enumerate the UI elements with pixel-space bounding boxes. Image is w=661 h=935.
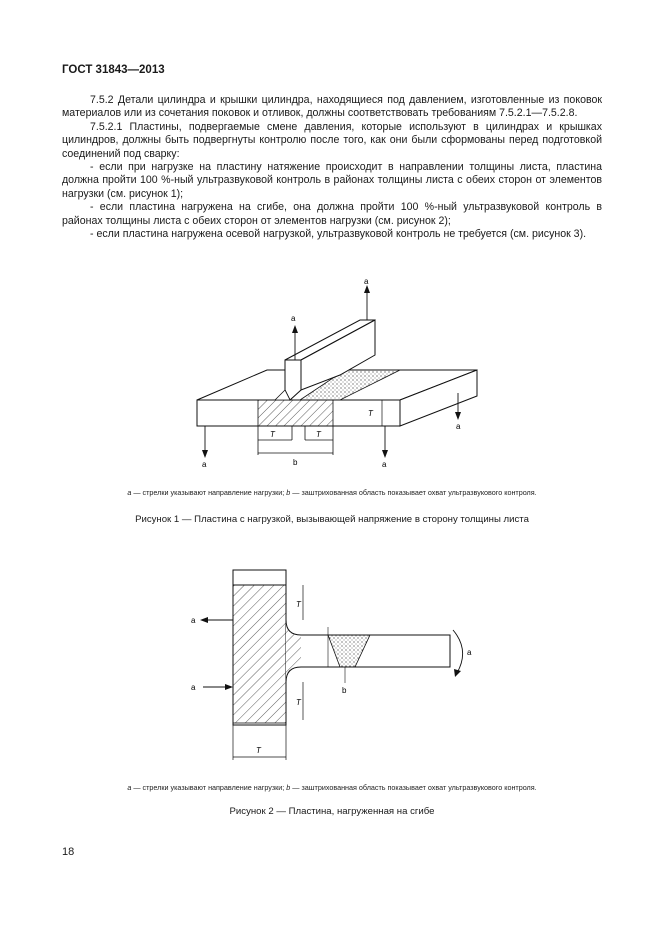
bullet-bend-load: - если пластина нагружена на сгибе, она должна пройти 100 %-ный ультразвуковой контроль в районах толщины листа с обеих сторон от элементов нагрузки (см. рисунок 2); [62,201,602,227]
paragraph-7-5-2-1: 7.5.2.1 Пластины, подвергаемые смене давления, которые используют в цилиндрах и крышках цилиндров, должны быть подвергнуты контролю после того, как они были сформованы перед подготовкой соединений под сварку: [62,120,602,160]
figure-1-diagram [180,275,480,475]
label-b-2: b [342,686,347,695]
label-a-right-2: a [191,683,196,692]
figure-1-caption: Рисунок 1 — Пластина с нагрузкой, вызывающей напряжение в сторону толщины листа [135,514,529,525]
bullet-thickness-load: - если при нагрузке на пластину натяжение происходит в направлении толщины листа, пластина должна пройти 100 %-ный ультразвуковой контроль в районах толщины листа с обеих сторон от элементов нагрузки (см. рисунок 1); [62,161,602,200]
legend-2-a-text: — стрелки указывают направление нагрузки; [131,783,287,792]
label-T-bottom: T [256,746,261,755]
label-a-web: a [291,314,296,323]
bullet-axial-load: - если пластина нагружена осевой нагрузкой, ультразвуковой контроль не требуется (см. рисунок 3). [90,228,587,241]
label-a-curved: a [467,648,472,657]
label-T-lower: T [296,698,301,707]
label-a-top: a [364,277,369,286]
paragraph-7-5-2: 7.5.2 Детали цилиндра и крышки цилиндра, находящиеся под давлением, изготовленные из поковок материалов или из сочетания поковок и отливок, должны соответствовать требованиям 7.5.2.1—7.5.2.8. [62,94,602,120]
figure-2-diagram [185,565,485,765]
label-a-mid: a [382,460,387,469]
hatched-zone-plate [258,400,333,426]
label-T-side: T [368,409,373,418]
legend-2-a-key: a [127,783,132,792]
label-T-left: T [270,430,275,439]
horizontal-plate [286,620,450,682]
legend-2-b-text: — заштрихованная область показывает охват ультразвукового контроля. [290,783,537,792]
document-header: ГОСТ 31843—2013 [62,64,165,76]
body-text [62,94,602,241]
legend-1-b-key: b [286,488,291,497]
legend-1-b-text: — заштрихованная область показывает охват ультразвукового контроля. [290,488,537,497]
label-T-right: T [316,430,321,439]
legend-1-a-key: a [127,488,132,497]
label-a-right: a [456,422,461,431]
label-b: b [293,458,298,467]
figure-1-legend [62,488,602,497]
figure-2-caption: Рисунок 2 — Пластина, нагруженная на сгибе [229,806,435,817]
label-a-left: a [202,460,207,469]
label-T-upper: T [296,600,301,609]
legend-2-b-key: b [286,783,291,792]
vertical-plate-hatched [233,585,286,723]
legend-1-a-text: — стрелки указывают направление нагрузки; [131,488,287,497]
figure-2-legend [62,783,602,792]
label-a-left-2: a [191,616,196,625]
arrow-curved [453,630,463,673]
page-number: 18 [62,846,75,858]
